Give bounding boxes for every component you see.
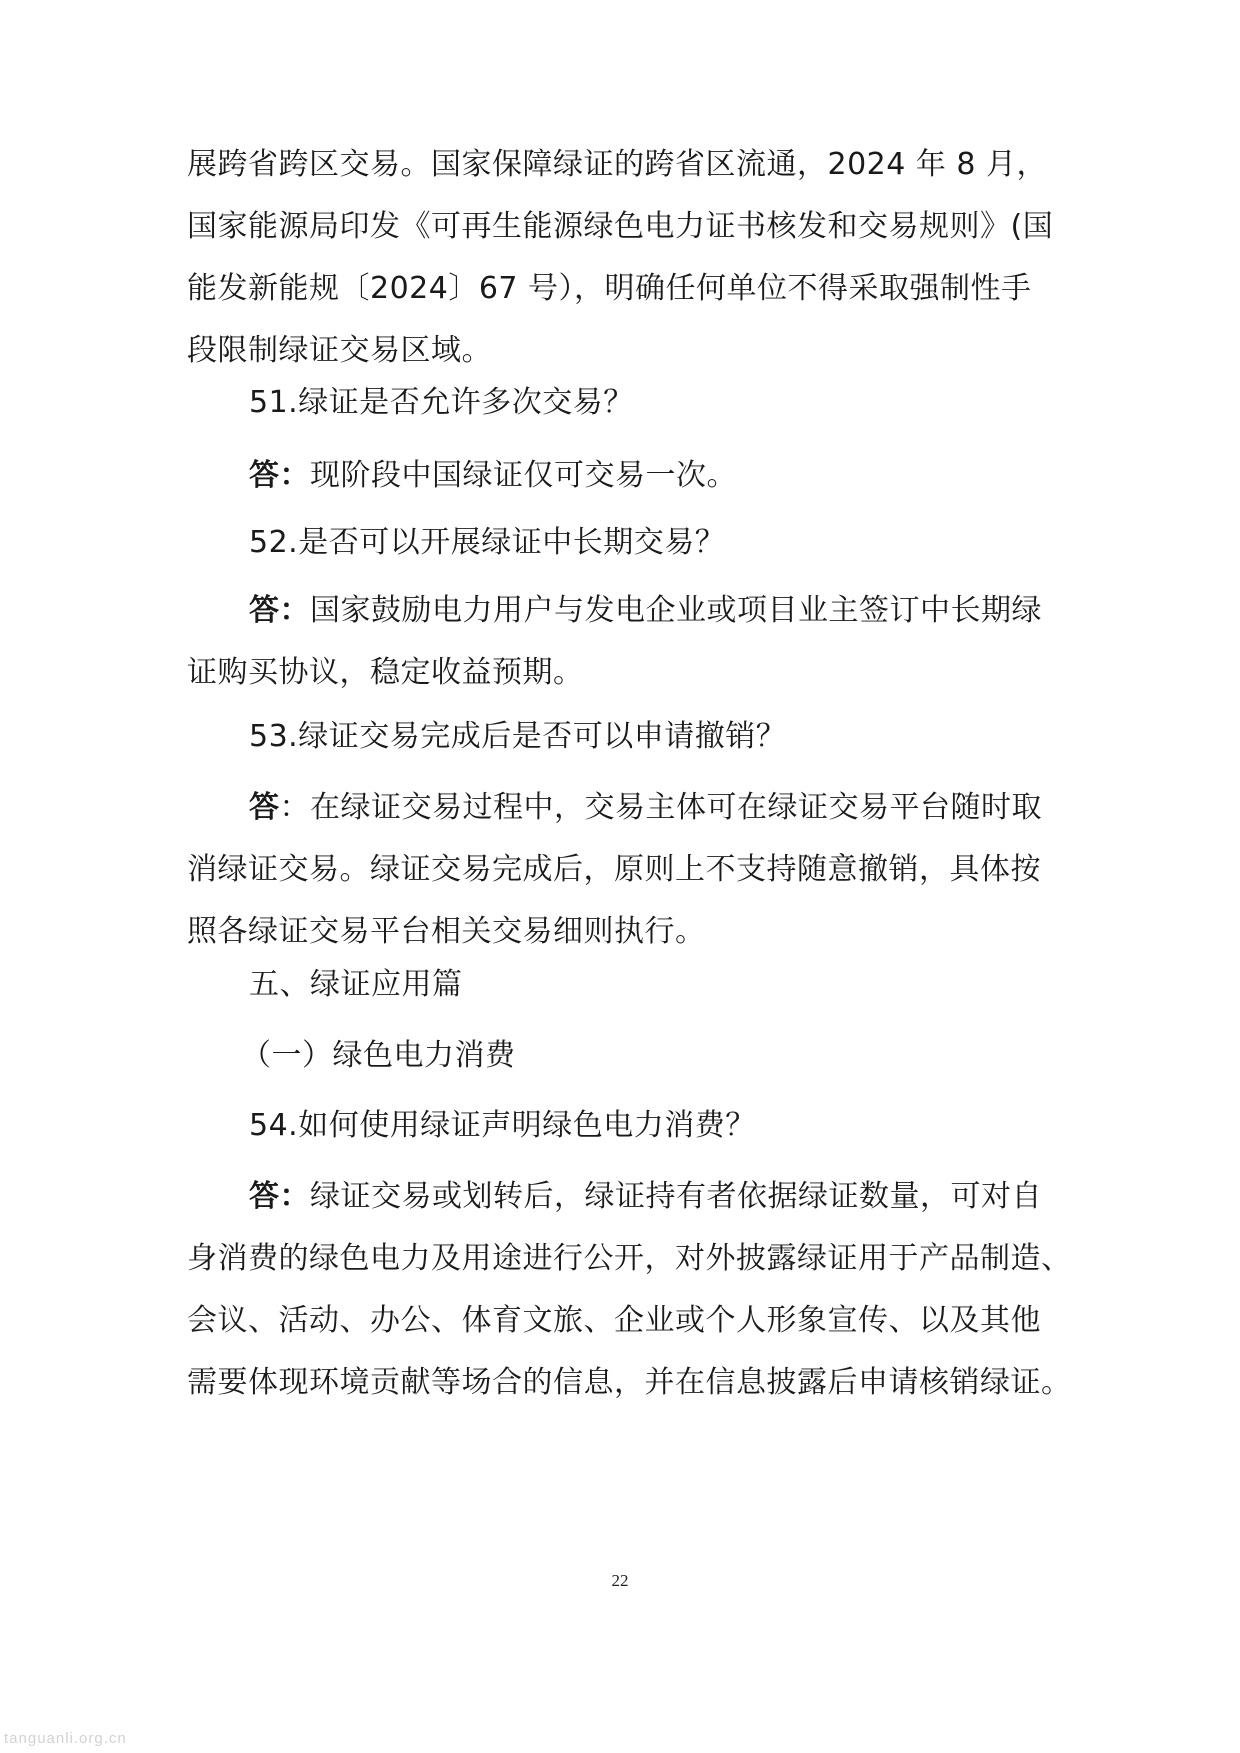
answer-text: 证购买协议，稳定收益预期。: [187, 655, 584, 690]
answer-text: 消绿证交易。绿证交易完成后，原则上不支持随意撤销，具体按: [187, 852, 1041, 887]
question-51: 51.绿证是否允许多次交易？: [249, 385, 634, 420]
answer-text: 身消费的绿色电力及用途进行公开，对外披露绿证用于产品制造、: [187, 1241, 1072, 1276]
answer-label: 答：: [249, 593, 310, 628]
answer-label: 答：: [249, 1179, 310, 1214]
answer-label: 答：: [249, 458, 310, 493]
answer-text: ：在绿证交易过程中，交易主体可在绿证交易平台随时取: [279, 790, 1042, 825]
page-number: 22: [611, 1571, 629, 1590]
answer-text: 国家鼓励电力用户与发电企业或项目业主签订中长期绿: [310, 593, 1042, 628]
question-53: 53.绿证交易完成后是否可以申请撤销？: [249, 719, 787, 754]
answer-text: 照各绿证交易平台相关交易细则执行。: [187, 914, 706, 949]
paragraph-line: 能发新能规〔2024〕67 号），明确任何单位不得采取强制性手: [187, 271, 1032, 306]
answer-text: 现阶段中国绿证仅可交易一次。: [310, 458, 737, 493]
answer-text: 绿证交易或划转后，绿证持有者依据绿证数量，可对自: [310, 1179, 1042, 1214]
section-heading: 五、绿证应用篇: [249, 967, 463, 1002]
paragraph-line: 国家能源局印发《可再生能源绿色电力证书核发和交易规则》(国: [187, 209, 1054, 244]
answer-53: [187, 777, 1067, 963]
site-watermark: tanguanli.org.cn: [4, 1730, 127, 1747]
answer-label: 答: [249, 790, 280, 825]
subsection-heading: （一）绿色电力消费: [241, 1038, 516, 1073]
question-54: 54.如何使用绿证声明绿色电力消费？: [249, 1108, 756, 1143]
question-52: 52.是否可以开展绿证中长期交易？: [249, 525, 726, 560]
answer-51: [187, 445, 1129, 507]
answer-text: 会议、活动、办公、体育文旅、企业或个人形象宣传、以及其他: [187, 1303, 1041, 1338]
paragraph-line: 段限制绿证交易区域。: [187, 333, 492, 368]
paragraph-line: 展跨省跨区交易。国家保障绿证的跨省区流通，2024 年 8 月，: [187, 147, 1048, 182]
answer-52: [187, 580, 1067, 704]
answer-54: [187, 1166, 1072, 1414]
intro-paragraph: [187, 134, 1067, 382]
answer-text: 需要体现环境贡献等场合的信息，并在信息披露后申请核销绿证。: [187, 1365, 1072, 1400]
